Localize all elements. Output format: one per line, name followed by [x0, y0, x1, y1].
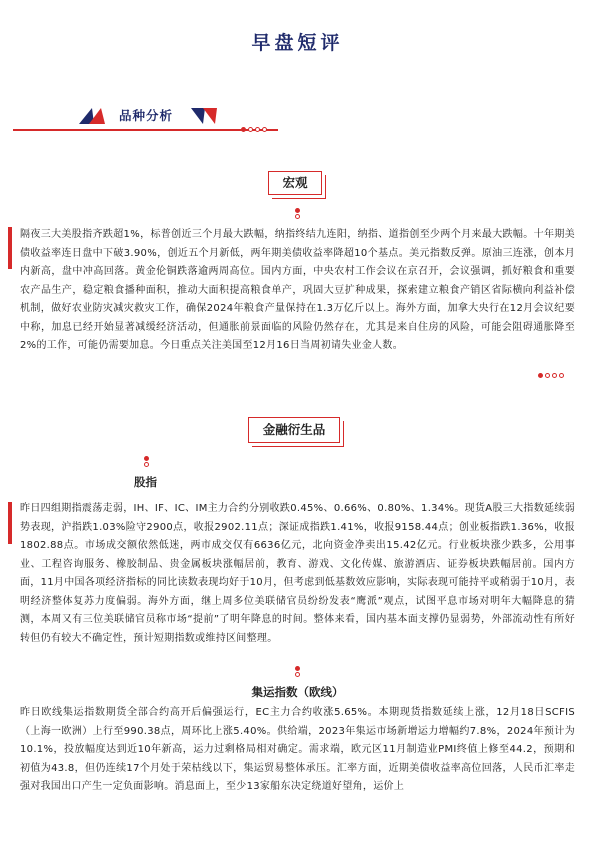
shipping-index-heading: 集运指数（欧线） — [251, 685, 344, 699]
stock-index-accent-bar — [8, 502, 12, 544]
shipping-index-dots — [293, 665, 301, 678]
stock-index-dots — [142, 455, 150, 468]
macro-end-dots — [538, 373, 564, 378]
banner-dots — [241, 127, 267, 132]
banner-rule — [13, 129, 278, 131]
financial-heading: 金融衍生品 — [248, 417, 340, 443]
stock-index-paragraph: 昨日四组期指震荡走弱，IH、IF、IC、IM主力合约分别收跌0.45%、0.66%、0.80%、1.34%。现货A股三大指数延续弱势表现，沪指跌1.03%险守2900点，收报2902.11点；深证成指跌1.41%，收报9158.44点；创业板指跌1.36%，收报1802.88点。市场成交额依然低迷，两市成交仅有6636亿元，北向资金净卖出15.42亿元。行业板块涨少跌多，公用事业、工程咨询服务、橡胶制品、贵金属板块涨幅居前，教育、游戏、文化传媒、旅游酒店、证券板块跌幅居前。国内方面，11月中国各项经济指标的同比读数表现均好于10月，但考虑到低基数效应影响，实际表现可能持平或稍弱于10月，表明经济整体复苏力度偏弱。海外方面，继上周多位美联储官员纷纷发表“鹰派”观点，试图平息市场对明年大幅降息的猜测，本周又有三位美联储官员称市场“提前”了明年降息的时间。整体来看，国内基本面支撑仍显弱势，外部流动性有所好转但仍有较大不确定性，预计短期指数或维持区间整理。 — [20, 503, 575, 644]
page-title: 早盘短评 — [251, 32, 344, 54]
shipping-index-paragraph: 昨日欧线集运指数期货全部合约高开后偏强运行，EC主力合约收涨5.65%。本期现货指数延续上涨，12月18日SCFIS（上海一欧洲）上行至990.38点，周环比上涨5.40%。供给端，2023年集运市场新增运力增幅约7.8%，2024年预计为10.1%，投放幅度达到近10年新高，运力过剩格局相对确定。需求端，欧元区11月制造业PMI终值上修至44.2，预期和初值为43.8，但仍连续17个月处于荣枯线以下，集运贸易整体承压。汇率方面，近期美债收益率高位回落，人民币汇率走强对我国出口产生一定负面影响。消息面上，至少13家船东决定绕道好望角，运价上 — [20, 707, 575, 792]
macro-heading: 宏观 — [268, 171, 322, 195]
macro-accent-bar — [8, 227, 12, 269]
stock-index-heading: 股指 — [134, 475, 157, 489]
macro-heading-dots — [293, 207, 301, 220]
macro-paragraph: 隔夜三大美股指齐跌超1%，标普创近三个月最大跌幅，纳指终结九连阳，纳指、道指创至少两个月来最大跌幅。十年期美债收益率连日盘中下破3.90%，创近五个月新低，两年期美债收益率降超10个基点。美元指数反弹。原油三连涨，创本月内新高，盘中冲高回落。黄金伦铜跌落逾两周高位。国内方面，中央农村工作会议在京召开，会议强调，抓好粮食和重要农产品生产，稳定粮食播种面积，推动大面积提高粮食单产，巩固大豆扩种成果，探索建立粮食产销区省际横向利益补偿机制，做好农业防灾减灾救灾工作，确保2024年粮食产量保持在1.3万亿斤以上。海外方面，加拿大央行在12月会议纪要中称，加息已经开始显著减缓经济活动，但通胀前景面临的风险仍然存在，尤其是来自住房的风险，可能会阻碍通胀降至2%的工作，可能仍需要加息。今日重点关注美国至12月16日当周初请失业金人数。 — [20, 229, 575, 351]
banner-label: 品种分析 — [119, 108, 174, 123]
